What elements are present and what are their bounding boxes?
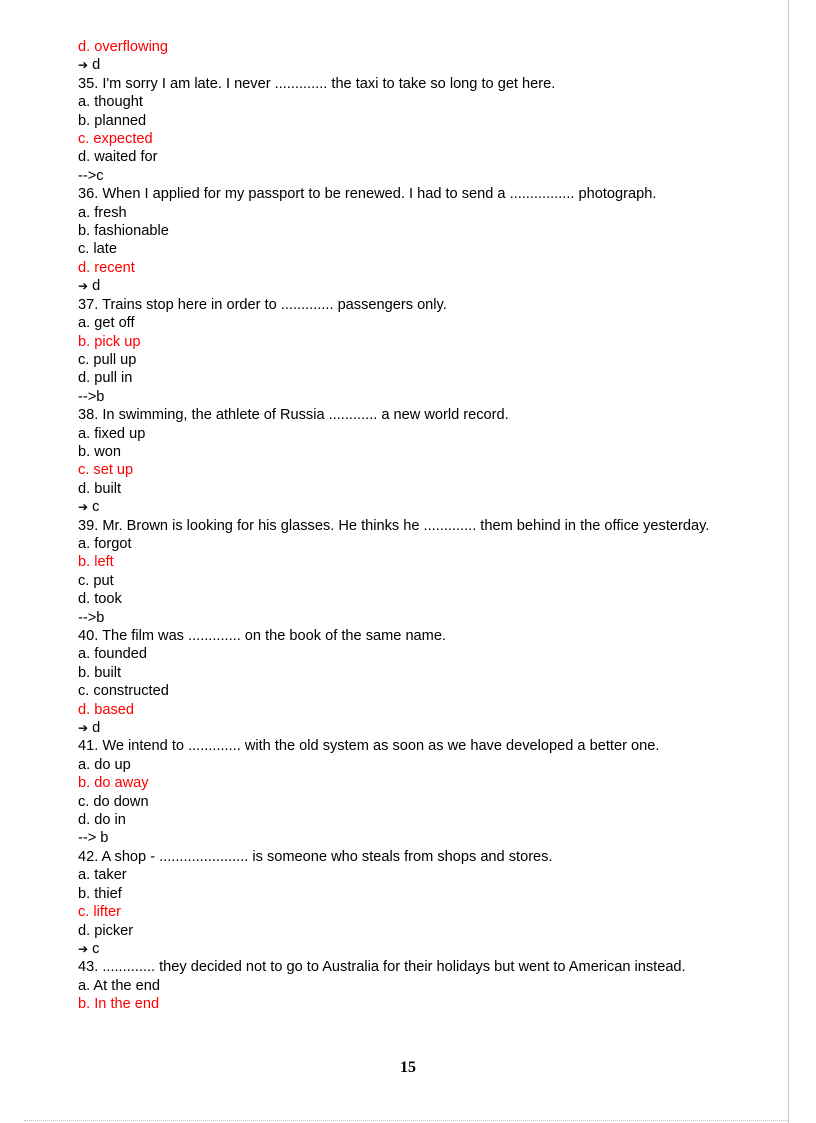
line-text: c. put: [78, 572, 114, 589]
answer-option: [78, 38, 778, 56]
answer-option: [78, 701, 778, 719]
answer-option: [78, 148, 778, 166]
line-text: d. pull in: [78, 370, 133, 387]
answer-option: [78, 774, 778, 792]
question-text: [78, 517, 778, 535]
line-text: -->b: [78, 388, 105, 405]
line-text: a. taker: [78, 867, 127, 884]
line-text: b. thief: [78, 885, 122, 902]
answer-option: [78, 903, 778, 921]
answer-key: [78, 277, 778, 295]
answer-key: [78, 940, 778, 958]
answer-option: [78, 240, 778, 258]
line-text: a. At the end: [78, 977, 160, 994]
line-text: c. do down: [78, 793, 149, 810]
question-text: [78, 737, 778, 755]
line-text: 36. When I applied for my passport to be renewed. I had to send a ................ photograph.: [78, 186, 657, 203]
question-text: [78, 958, 778, 976]
line-text: c. lifter: [78, 904, 121, 921]
question-text: [78, 627, 778, 645]
line-text: a. get off: [78, 315, 135, 332]
line-text: b. planned: [78, 112, 147, 129]
answer-option: [78, 645, 778, 663]
line-text: d. built: [78, 480, 121, 497]
answer-option: [78, 553, 778, 571]
line-text: b. built: [78, 664, 121, 681]
answer-option: [78, 93, 778, 111]
line-text: c. expected: [78, 131, 153, 148]
answer-option: [78, 130, 778, 148]
right-margin-rule: [788, 0, 789, 1123]
line-text: -->c: [78, 167, 104, 184]
answer-option: [78, 333, 778, 351]
question-text: [78, 75, 778, 93]
answer-option: [78, 461, 778, 479]
answer-key: [78, 167, 778, 185]
line-text: d: [92, 720, 101, 737]
line-text: 39. Mr. Brown is looking for his glasses. He thinks he ............. them behind in the office yesterday.: [78, 517, 710, 534]
line-text: b. do away: [78, 775, 149, 792]
line-text: 35. I'm sorry I am late. I never ............. the taxi to take so long to get here.: [78, 75, 556, 92]
line-text: c. set up: [78, 462, 134, 479]
line-text: c. pull up: [78, 351, 137, 368]
answer-option: [78, 259, 778, 277]
line-text: b. In the end: [78, 996, 160, 1013]
answer-option: [78, 351, 778, 369]
line-text: a. thought: [78, 94, 143, 111]
answer-option: [78, 866, 778, 884]
line-text: b. left: [78, 554, 114, 571]
question-text: [78, 848, 778, 866]
line-text: --> b: [78, 830, 109, 847]
line-text: d. overflowing: [78, 39, 169, 55]
line-text: a. do up: [78, 756, 131, 773]
line-text: c: [92, 499, 100, 516]
answer-option: [78, 443, 778, 461]
answer-option: [78, 369, 778, 387]
document-body: [78, 38, 778, 1014]
line-text: a. fixed up: [78, 425, 146, 442]
line-text: d. waited for: [78, 149, 158, 166]
line-text: d. based: [78, 701, 134, 718]
answer-option: [78, 793, 778, 811]
answer-option: [78, 977, 778, 995]
answer-option: [78, 204, 778, 222]
line-text: a. fresh: [78, 204, 127, 221]
line-text: c. constructed: [78, 683, 169, 700]
answer-key: [78, 719, 778, 737]
answer-option: [78, 885, 778, 903]
answer-key: [78, 388, 778, 406]
line-text: d. do in: [78, 812, 126, 829]
line-text: d: [92, 57, 101, 74]
question-text: [78, 296, 778, 314]
answer-option: [78, 590, 778, 608]
line-text: 41. We intend to ............. with the old system as soon as we have developed a better one.: [78, 738, 660, 755]
line-text: 43. ............. they decided not to go to Australia for their holidays but went to American instead.: [78, 959, 686, 976]
arrow-right-icon: ➔: [78, 941, 89, 956]
question-text: [78, 406, 778, 424]
answer-option: [78, 756, 778, 774]
question-text: [78, 185, 778, 203]
line-text: 37. Trains stop here in order to ............. passengers only.: [78, 296, 447, 313]
answer-option: [78, 535, 778, 553]
line-text: 42. A shop - ...................... is someone who steals from shops and stores.: [78, 848, 553, 865]
answer-option: [78, 995, 778, 1013]
line-text: d. took: [78, 591, 122, 608]
line-text: a. forgot: [78, 535, 132, 552]
answer-option: [78, 425, 778, 443]
arrow-right-icon: ➔: [78, 58, 89, 73]
answer-option: [78, 314, 778, 332]
answer-option: [78, 922, 778, 940]
line-text: d. picker: [78, 922, 134, 939]
line-text: b. won: [78, 443, 121, 460]
answer-option: [78, 112, 778, 130]
page-number: 15: [400, 1059, 416, 1076]
answer-key: [78, 498, 778, 516]
line-text: d: [92, 278, 101, 295]
line-text: c: [92, 940, 100, 957]
answer-option: [78, 811, 778, 829]
line-text: d. recent: [78, 259, 135, 276]
answer-key: [78, 609, 778, 627]
answer-option: [78, 480, 778, 498]
arrow-right-icon: ➔: [78, 279, 89, 294]
line-text: -->b: [78, 609, 105, 626]
answer-option: [78, 664, 778, 682]
arrow-right-icon: ➔: [78, 721, 89, 736]
answer-option: [78, 682, 778, 700]
answer-key: [78, 56, 778, 74]
line-text: 38. In swimming, the athlete of Russia ............ a new world record.: [78, 407, 509, 424]
line-text: a. founded: [78, 646, 147, 663]
answer-option: [78, 222, 778, 240]
line-text: b. pick up: [78, 333, 141, 350]
answer-option: [78, 572, 778, 590]
arrow-right-icon: ➔: [78, 500, 89, 515]
line-text: b. fashionable: [78, 223, 169, 240]
line-text: 40. The film was ............. on the book of the same name.: [78, 628, 447, 644]
footer-rule: [24, 1120, 788, 1121]
line-text: c. late: [78, 241, 117, 258]
answer-key: [78, 829, 778, 847]
